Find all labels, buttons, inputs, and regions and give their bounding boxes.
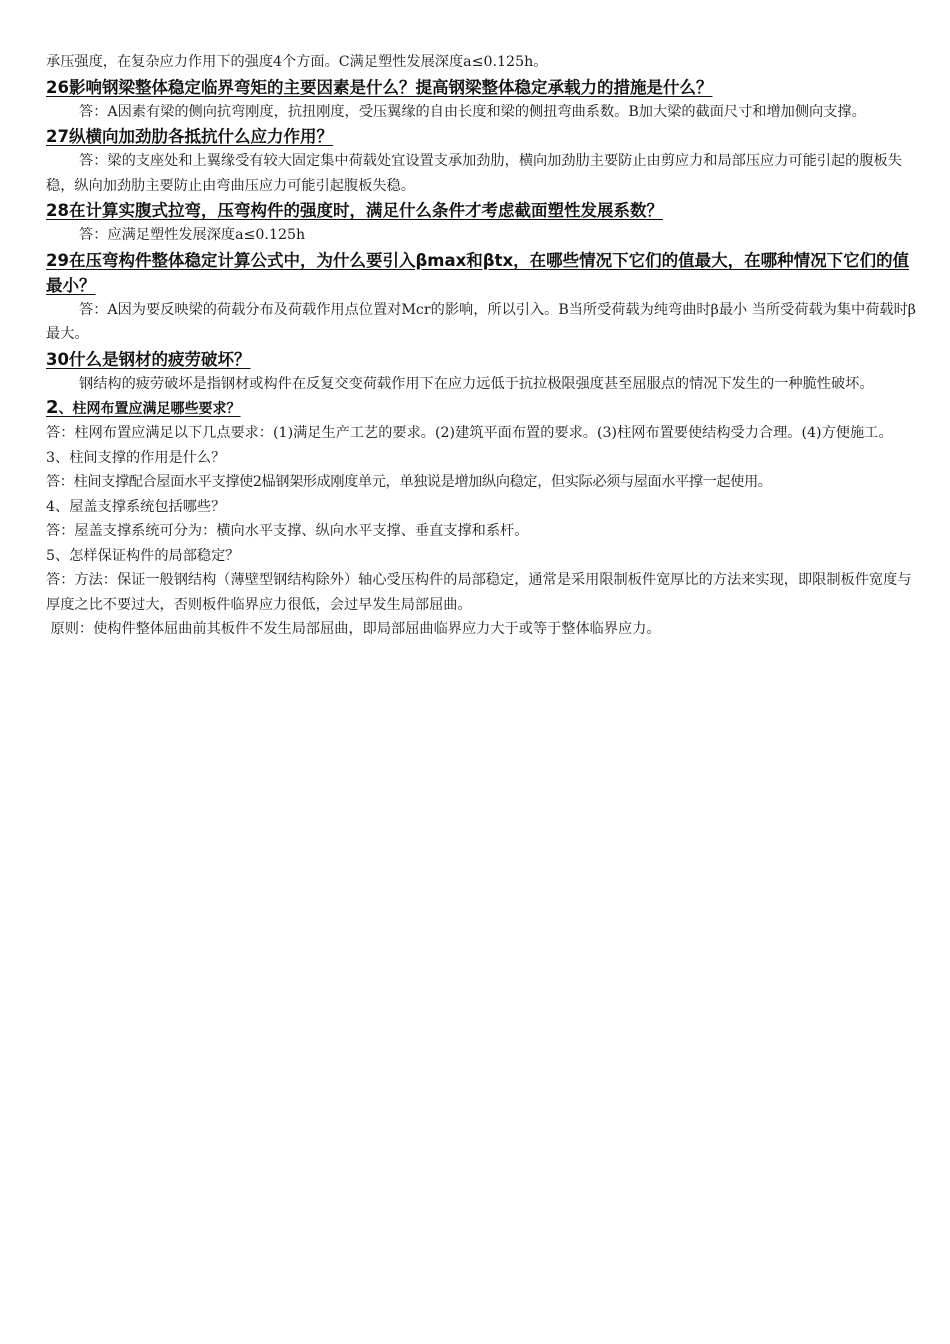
question-4: 4、屋盖支撑系统包括哪些？: [46, 498, 226, 515]
answer-29: 答：A因为要反映梁的荷载分布及荷载作用点位置对Mcr的影响，所以引入。B当所受荷载为纯弯曲时β最小 当所受荷载为集中荷载时β最大。: [46, 301, 916, 342]
answer-4: 答：屋盖支撑系统可分为：横向水平支撑、纵向水平支撑、垂直支撑和系杆。: [46, 523, 529, 539]
answer-5-principle: 原则：使构件整体屈曲前其板件不发生局部屈曲，即局部屈曲临界应力大于或等于整体临界应力。: [46, 621, 661, 637]
question-2-text: 、柱网布置应满足哪些要求？: [58, 401, 241, 417]
answer-2: 答：柱网布置应满足以下几点要求：(1)满足生产工艺的要求。(2)建筑平面布置的要求。(3)柱网布置要使结构受力合理。(4)方便施工。: [46, 425, 893, 441]
question-28-heading: 28在计算实腹式拉弯，压弯构件的强度时，满足什么条件才考虑截面塑性发展系数？: [46, 201, 663, 220]
answer-5: 答：方法：保证一般钢结构（薄壁型钢结构除外）轴心受压构件的局部稳定，通常是采用限制板件宽厚比的方法来实现，即限制板件宽度与厚度之比不要过大，否则板件临界应力很低，会过早发生局部屈曲。: [46, 572, 912, 613]
question-26-heading: 26影响钢梁整体稳定临界弯矩的主要因素是什么？提高钢梁整体稳定承载力的措施是什么？: [46, 77, 713, 97]
answer-30: 钢结构的疲劳破坏是指钢材或构件在反复交变荷载作用下在应力远低于抗拉极限强度甚至屈服点的情况下发生的一种脆性破坏。: [79, 375, 874, 392]
question-5: 5、怎样保证构件的局部稳定？: [46, 547, 240, 564]
question-30-heading: 30什么是钢材的疲劳破坏？: [46, 349, 251, 369]
question-29-heading: 29在压弯构件整体稳定计算公式中，为什么要引入βmax和βtx，在哪些情况下它们的值最大，在哪种情况下它们的值最小？: [46, 250, 910, 295]
question-27-heading: 27纵横向加劲肋各抵抗什么应力作用？: [46, 127, 333, 146]
answer-26: 答：A因素有梁的侧向抗弯刚度，抗扭刚度，受压翼缘的自由长度和梁的侧扭弯曲系数。B加大梁的截面尺寸和增加侧向支撑。: [79, 103, 866, 120]
text-line-continuation: 承压强度，在复杂应力作用下的强度4个方面。C满足塑性发展深度a≤0.125h。: [46, 54, 548, 70]
answer-28: 答：应满足塑性发展深度a≤0.125h: [79, 227, 306, 243]
answer-3: 答：柱间支撑配合屋面水平支撑使2榀钢架形成刚度单元，单独说是增加纵向稳定，但实际必须与屋面水平撑一起使用。: [46, 474, 772, 490]
question-3: 3、柱间支撑的作用是什么？: [46, 449, 226, 466]
answer-27: 答：梁的支座处和上翼缘受有较大固定集中荷载处宜设置支承加劲肋，横向加劲肋主要防止由剪应力和局部压应力可能引起的腹板失稳，纵向加劲肋主要防止由弯曲压应力可能引起腹板失稳。: [46, 153, 902, 194]
question-2-number: 2: [46, 397, 59, 418]
document-page: [46, 50, 916, 642]
question-2-heading: [46, 396, 916, 421]
